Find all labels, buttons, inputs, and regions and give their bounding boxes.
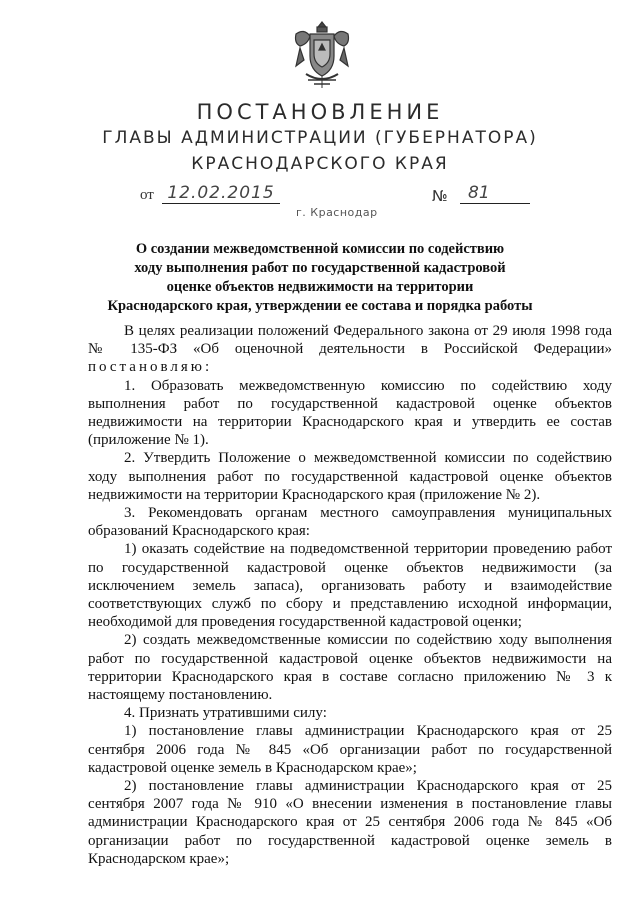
city-label: г. Краснодар xyxy=(296,206,378,219)
document-title-line: Краснодарского края, утверждении ее состава и порядка работы xyxy=(107,298,533,314)
coat-of-arms-emblem xyxy=(292,20,352,92)
document-body xyxy=(88,322,612,868)
document-title-line: оценке объектов недвижимости на территории xyxy=(166,279,474,295)
issuer-heading-line2: КРАСНОДАРСКОГО КРАЯ xyxy=(191,154,449,174)
number-prefix: № xyxy=(432,187,448,205)
paragraph-4-2: 2) постановление главы администрации Краснодарского края от 25 сентября 2007 года № 910 «О внесении изменения в постановление главы администрации Краснодарского края от 25 сентября 2006 года № 845 «Об организации работ по государственной кадастровой оценке земель в Краснодарском крае»; xyxy=(88,778,612,867)
document-number: 81 xyxy=(460,183,530,204)
document-title-line: О создании межведомственной комиссии по содействию xyxy=(135,241,505,257)
document-type-heading: ПОСТАНОВЛЕНИЕ xyxy=(196,100,444,124)
paragraph-2: 2. Утвердить Положение о межведомственной комиссии по содействию ходу выполнения работ по государственной кадастровой оценке объектов недвижимости на территории Краснодарского края (приложение № 2). xyxy=(88,450,612,503)
paragraph-3-2: 2) создать межведомственные комиссии по содействию ходу выполнения работ по государственной кадастровой оценке объектов недвижимости на территории Краснодарского края в составе согласно приложению № 3 к настоящему постановлению. xyxy=(88,632,612,704)
resolve-line xyxy=(88,358,612,376)
paragraph-4: 4. Признать утратившими силу: xyxy=(124,705,327,722)
paragraph-3-1: 1) оказать содействие на подведомственной территории проведению работ по государственной кадастровой оценке объектов недвижимости (за исключением земель запаса), организовать работу и взаимодействие соответствующих служб по сбору и представлению исходной информации, необходимой для проведения государственной кадастровой оценки; xyxy=(88,541,612,631)
document-date: 12.02.2015 xyxy=(162,183,280,204)
document-title xyxy=(100,240,540,316)
paragraph-4-1: 1) постановление главы администрации Краснодарского края от 25 сентября 2006 года № 845 «Об организации работ по государственной кадастровой оценке земель в Краснодарском крае»; xyxy=(88,723,612,776)
issuer-heading-line1: ГЛАВЫ АДМИНИСТРАЦИИ (ГУБЕРНАТОРА) xyxy=(102,128,538,148)
paragraph-3: 3. Рекомендовать органам местного самоуправления муниципальных образований Краснодарского края: xyxy=(88,505,612,540)
intro-paragraph: В целях реализации положений Федерального закона от 29 июля 1998 года № 135-ФЗ «Об оценочной деятельности в Российской Федерации» xyxy=(88,323,612,358)
resolve-word: постановляю: xyxy=(88,359,213,376)
document-title-line: ходу выполнения работ по государственной кадастровой xyxy=(134,260,506,276)
date-prefix: от xyxy=(140,187,154,203)
paragraph-1: 1. Образовать межведомственную комиссию по содействию ходу выполнения работ по государственной кадастровой оценке объектов недвижимости на территории Краснодарского края и утвердить ее состав (приложение № 1). xyxy=(88,377,612,449)
